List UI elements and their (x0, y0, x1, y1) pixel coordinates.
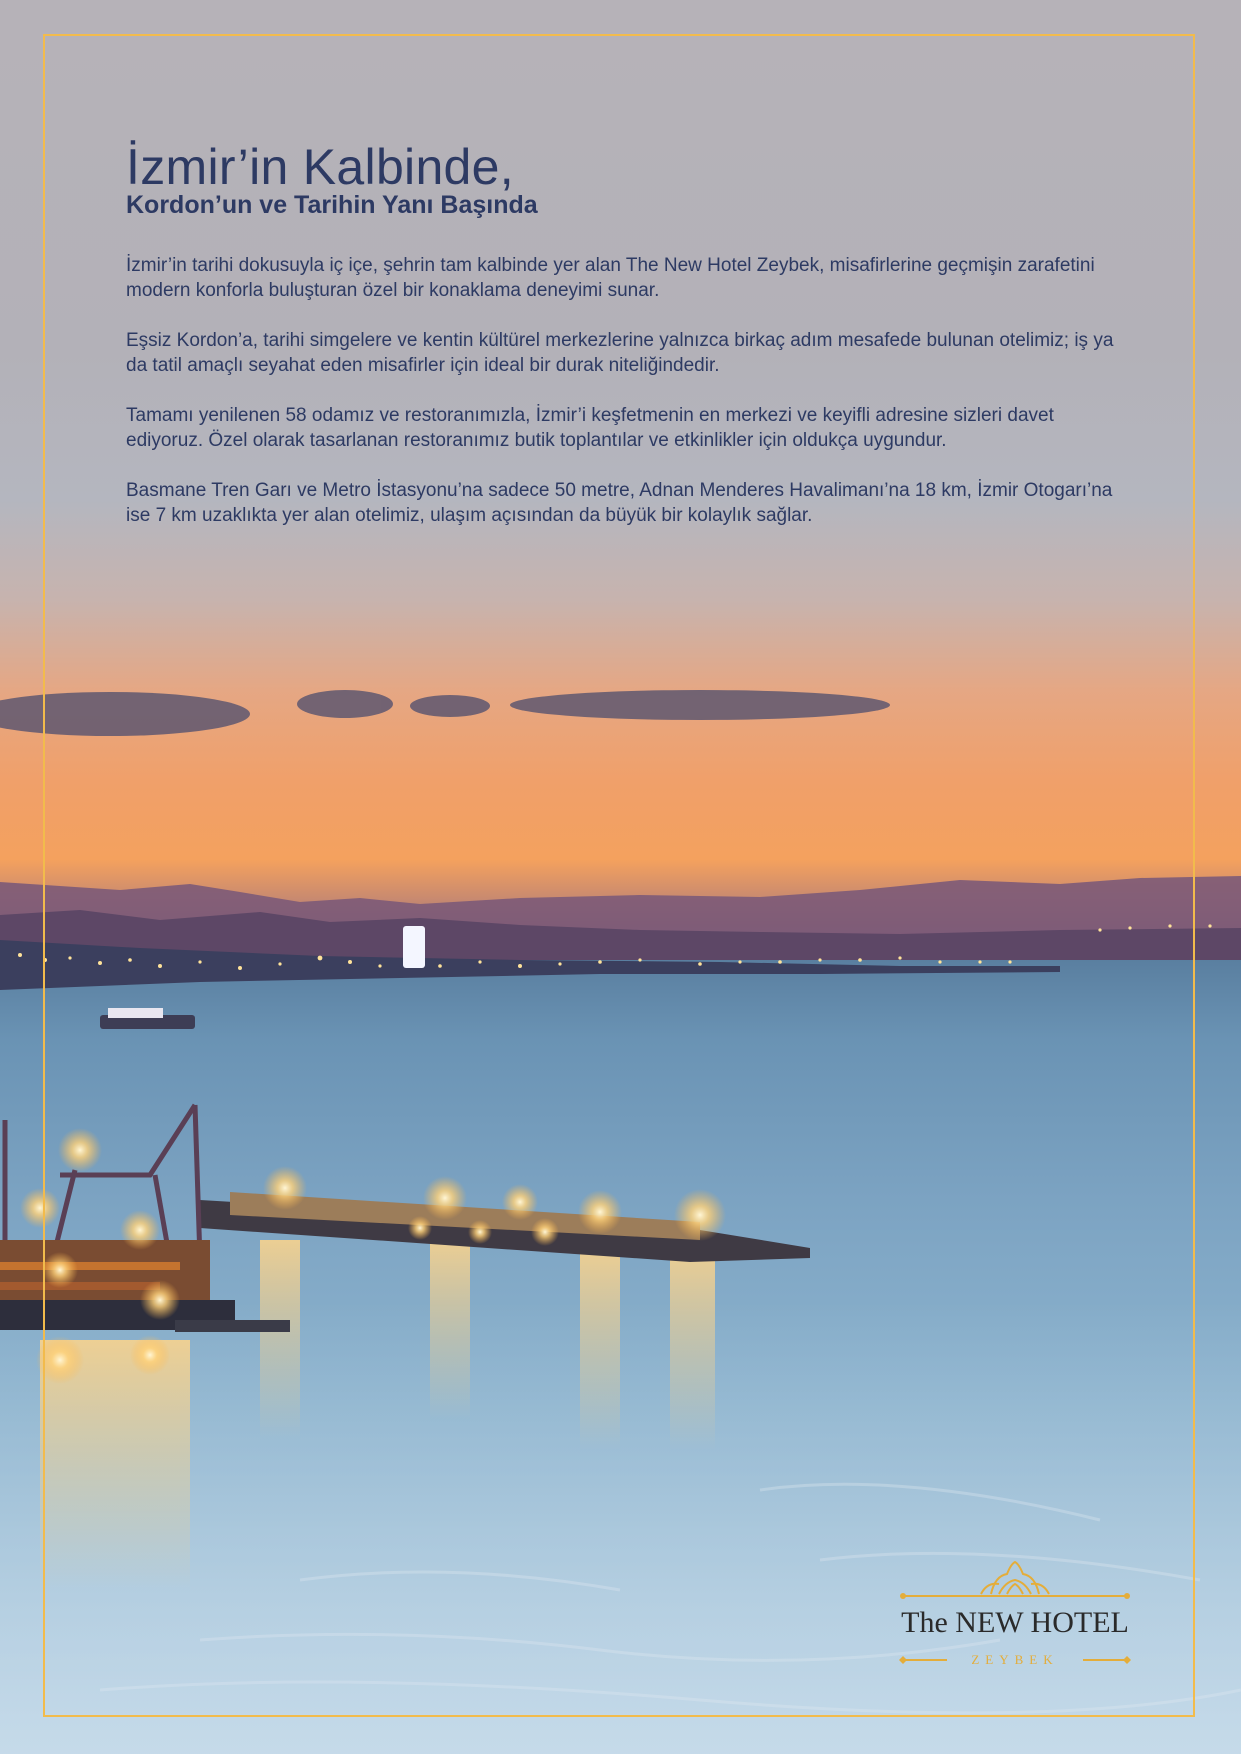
lotus-crown-icon (895, 1560, 1135, 1600)
paragraph: Eşsiz Kordon’a, tarihi simgelere ve kentin kültürel merkezlerine yalnızca birkaç adım mesafede bulunan otelimiz; iş ya da tatil amaçlı seyahat eden misafirler için ideal bir durak niteliğindedir. (126, 330, 1114, 376)
hotel-logo (895, 1560, 1135, 1670)
logo-subline (895, 1650, 1135, 1670)
intro-text-block (126, 136, 1116, 553)
page-subtitle: Kordon’un ve Tarihin Yanı Başında (126, 191, 538, 219)
logo-wordmark: The NEW HOTEL (901, 1606, 1129, 1639)
logo-subtitle: ZEYBEK (971, 1652, 1059, 1667)
paragraph: Basmane Tren Garı ve Metro İstasyonu’na sadece 50 metre, Adnan Menderes Havalimanı’na 18 km, İzmir Otogarı’na ise 7 km uzaklıkta yer alan otelimiz, ulaşım açısından da büyük bir kolaylık sağlar. (126, 480, 1113, 526)
body-paragraphs (126, 253, 1116, 528)
paragraph: Tamamı yenilenen 58 odamız ve restoranımızla, İzmir’i keşfetmenin en merkezi ve keyifli adresine sizleri davet ediyoruz. Özel olarak tasarlanan restoranımız butik toplantılar ve etkinlikler için oldukça uygundur. (126, 405, 1054, 451)
page-title: İzmir’in Kalbinde, (126, 139, 514, 195)
paragraph: İzmir’in tarihi dokusuyla iç içe, şehrin tam kalbinde yer alan The New Hotel Zeybek, misafirlerine geçmişin zarafetini modern konforla buluşturan özel bir konaklama deneyimi sunar. (126, 255, 1095, 301)
